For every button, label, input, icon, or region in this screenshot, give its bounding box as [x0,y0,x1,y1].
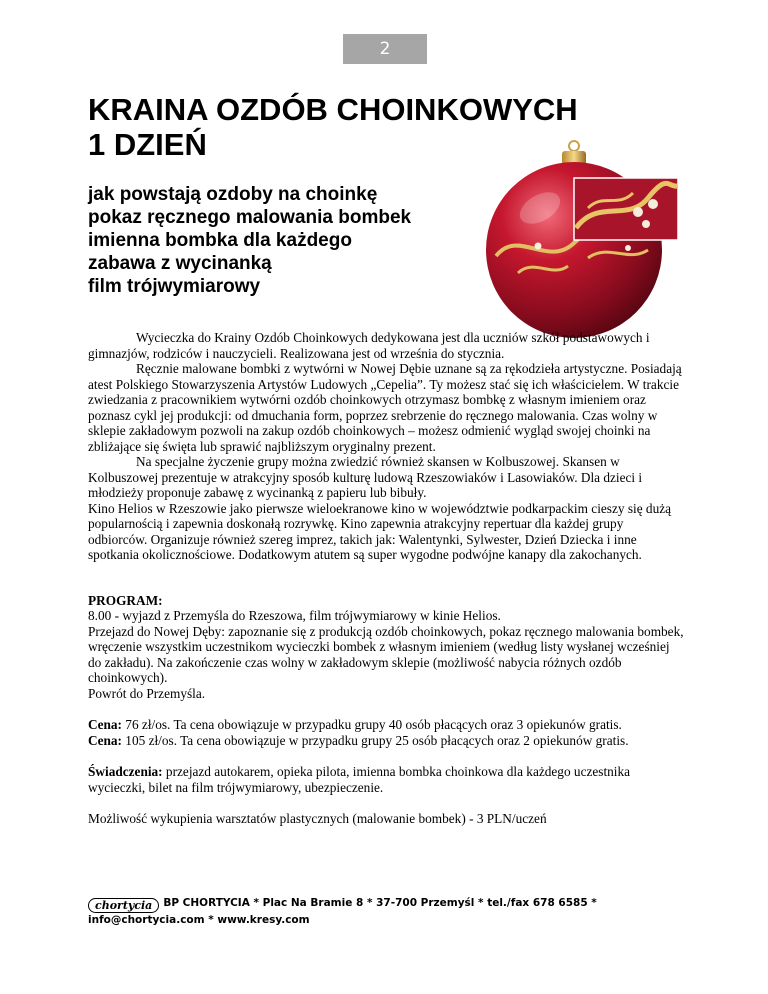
description [88,330,684,827]
workshop-note: Możliwość wykupienia warsztatów plastycznych (malowanie bombek) - 3 PLN/uczeń [88,811,547,826]
program-line: Przejazd do Nowej Dęby: zapoznanie się z produkcją ozdób choinkowych, pokaz ręcznego malowania bombek, wręczenie wszystkim uczestnikom wycieczki bombek z własnym imieniem (według listy wysłanej wcześniej do zakładu). Na zakończenie czas wolny w zakładowym sklepie (możliwość nabycia różnych ozdób choinkowych). [88,623,684,685]
page-number: 2 [343,34,427,64]
highlight-item: film trójwymiarowy [88,276,261,297]
highlight-item: jak powstają ozdoby na choinkę [88,184,378,205]
price-text: 105 zł/os. Ta cena obowiązuje w przypadku grupy 25 osób płacących oraz 2 opiekunów gratis. [121,732,629,748]
title-line-2: 1 DZIEŃ [88,127,207,162]
footer [88,896,688,927]
title-line-1: KRAINA OZDÓB CHOINKOWYCH [88,92,578,127]
christmas-bauble-icon [478,138,678,338]
services-label: Świadczenia: [88,764,163,779]
description-paragraph: Wycieczka do Krainy Ozdób Choinkowych dedykowana jest dla uczniów szkół podstawowych i gimnazjów, rodziców i nauczycieli. Realizowana jest od września do stycznia. [88,330,650,361]
footer-contact: BP CHORTYCIA * Plac Na Bramie 8 * 37-700 Przemyśl * tel./fax 678 6585 * info@chortycia.com * www.kresy.com [88,897,597,926]
services-line [88,764,684,795]
highlights-list [88,183,411,298]
highlight-item: imienna bombka dla każdego [88,230,352,251]
program-line: 8.00 - wyjazd z Przemyśla do Rzeszowa, film trójwymiarowy w kinie Helios. [88,608,501,623]
highlight-item: zabawa z wycinanką [88,253,272,274]
services-text: przejazd autokarem, opieka pilota, imienna bombka choinkowa dla każdego uczestnika wycieczki, bilet na film trójwymiarowy, ubezpieczenie. [88,764,631,795]
description-paragraph: Na specjalne życzenie grupy można zwiedzić również skansen w Kolbuszowej. Skansen w Kolbuszowej prezentuje w atrakcyjny sposób kulturę ludową Rzeszowiaków i Lasowiaków. Dla dzieci i młodzieży proponuje zabawę z wycinanką z papieru lub bibuły. [88,454,643,500]
price-line [88,717,684,733]
highlight-item: pokaz ręcznego malowania bombek [88,207,412,228]
chortycia-logo: chortycia [88,898,159,913]
program-heading: PROGRAM: [88,592,163,608]
program-section [88,593,684,702]
price-text: 76 zł/os. Ta cena obowiązuje w przypadku grupy 40 osób płacących oraz 3 opiekunów gratis. [121,717,622,732]
program-line: Powrót do Przemyśla. [88,685,206,701]
description-paragraph: Ręcznie malowane bombki z wytwórni w Nowej Dębie uznane są za rękodzieła artystyczne. Posiadają atest Polskiego Stowarzyszenia Artystów Ludowych „Cepelia”. Ty możesz stać się ich właścicielem. W trakcie zwiedzania z pracownikiem wytwórni ozdób choinkowych otrzymasz bombkę z własnym imieniem oraz poznasz cykl jej produkcji: od dmuchania form, poprzez srebrzenie do ręcznego malowania. Czas wolny w sklepie zakładowym pozwoli na zakup ozdób choinkowych – możesz odmienić wygląd swojej choinki na zbliżające się święta lub sprawić najbliższym oryginalny prezent. [88,361,682,454]
price-line [88,733,684,749]
price-label: Cena: [88,732,122,748]
description-paragraph: Kino Helios w Rzeszowie jako pierwsze wieloekranowe kino w województwie podkarpackim cieszy się dużą popularnością i zapewnia doskonałą rozrywkę. Kino zapewnia atrakcyjny repertuar dla każdej grupy odbiorców. Organizuje również szereg imprez, takich jak: Walentynki, Sylwester, Dzień Dziecka i inne spotkania okolicznościowe. Dodatkowym atutem są super wygodne podwójne kanapy dla zakochanych. [88,500,672,562]
price-label: Cena: [88,717,122,732]
